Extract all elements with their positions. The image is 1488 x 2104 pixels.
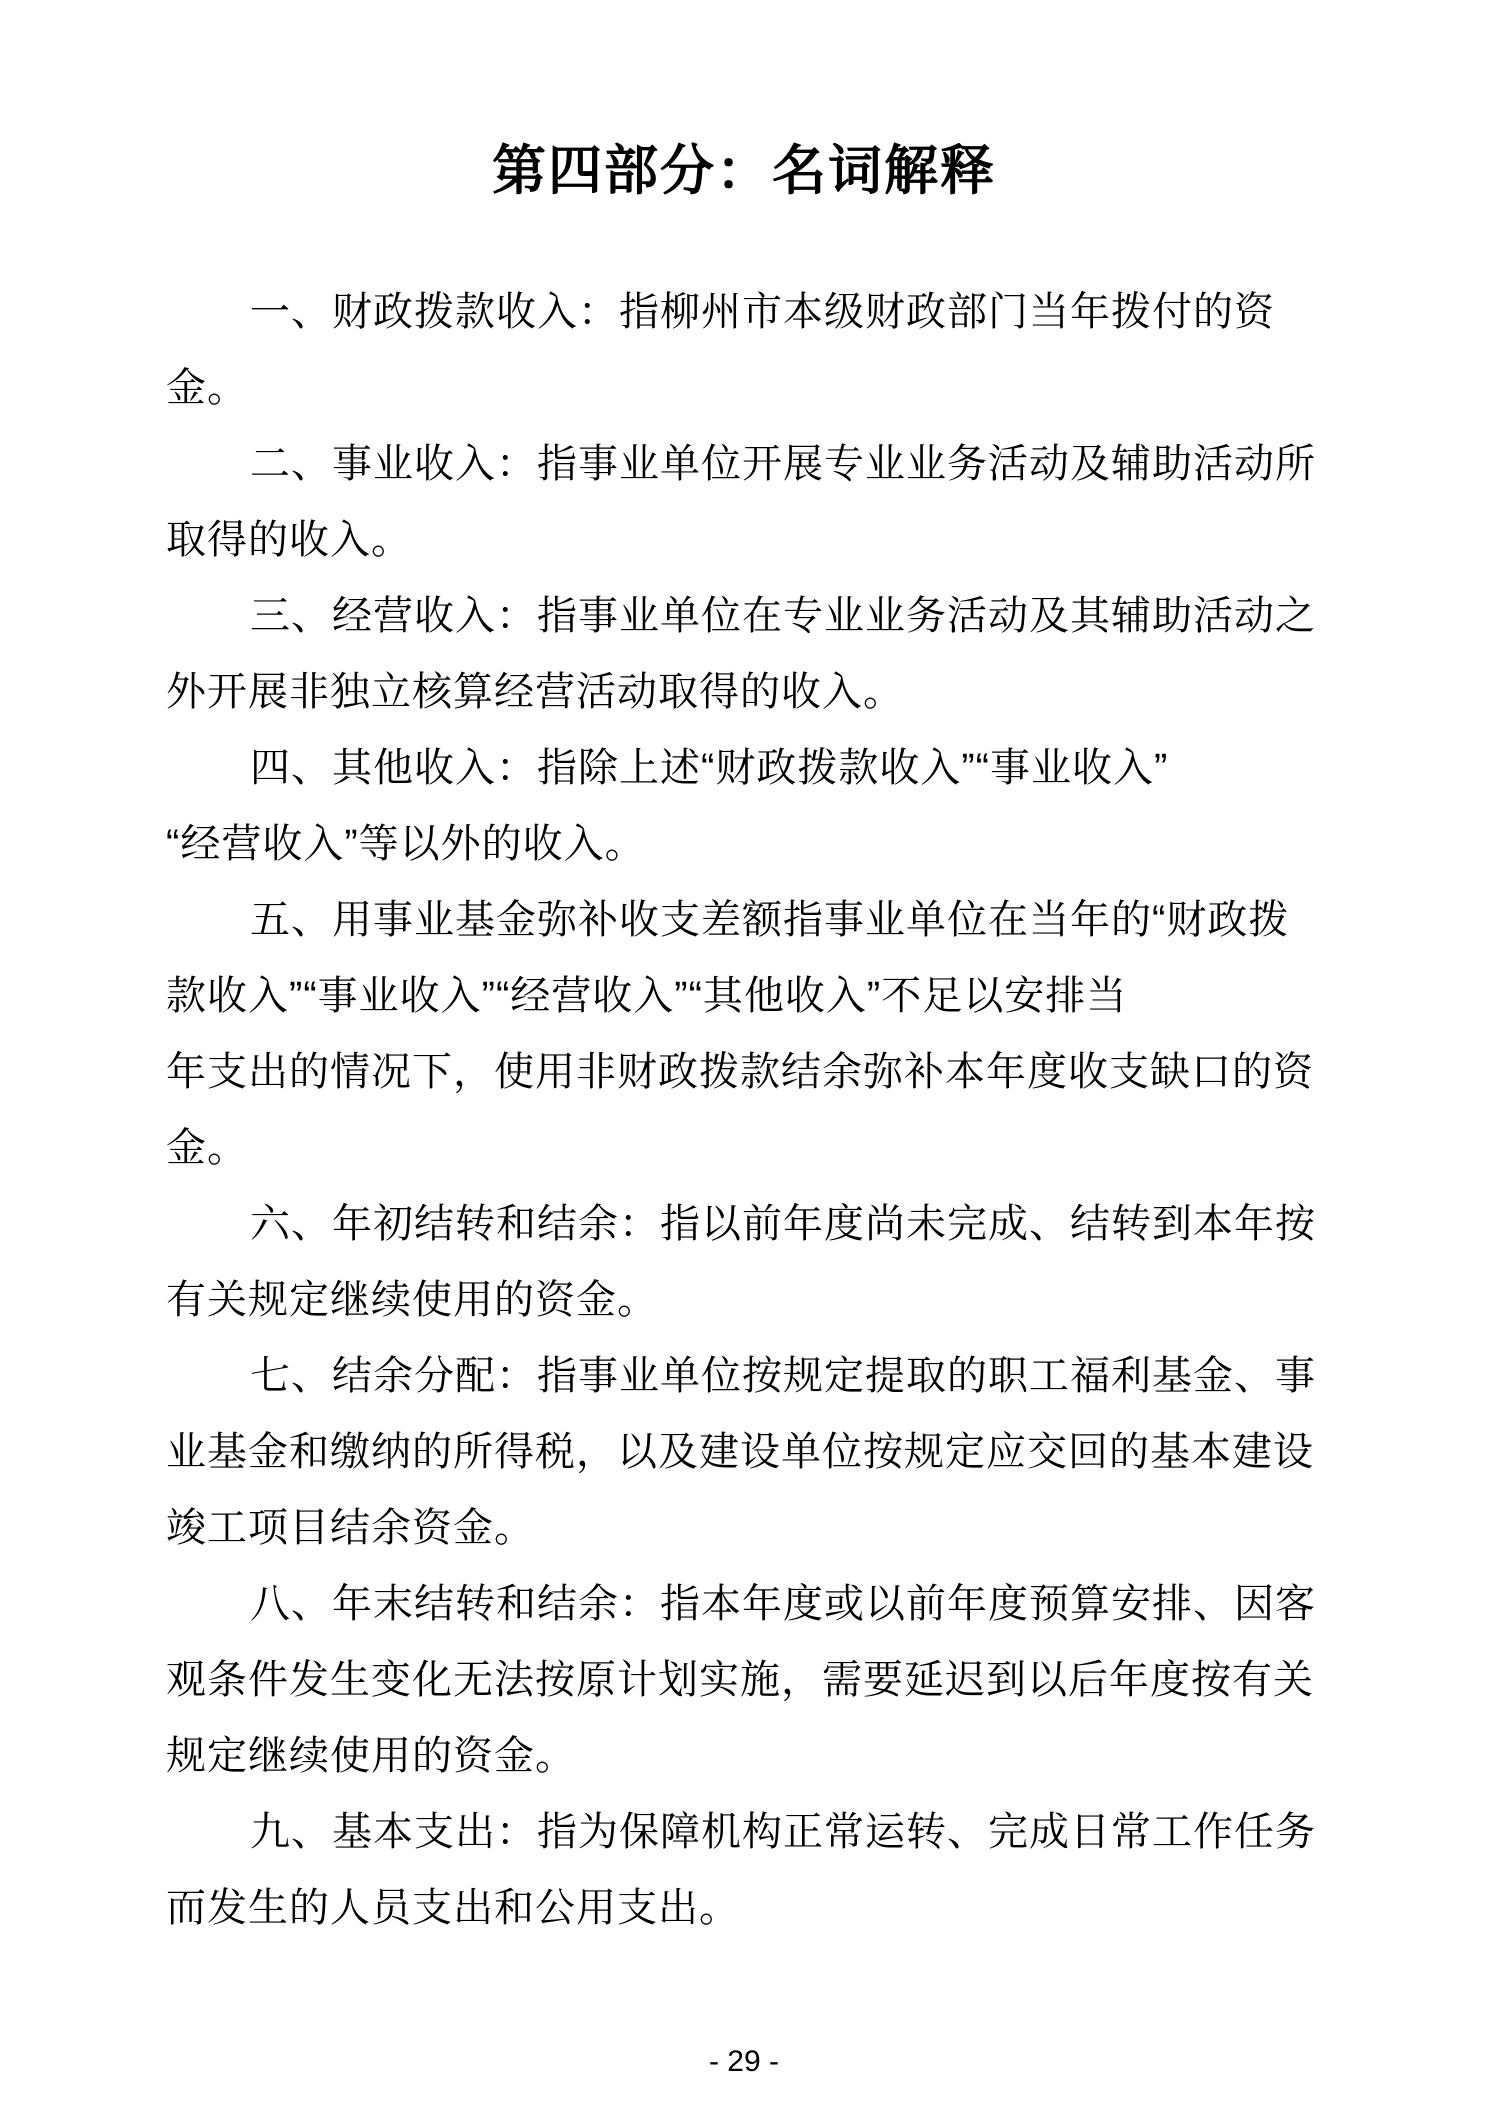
paragraph-line: 观条件发生变化无法按原计划实施，需要延迟到以后年度按有关 (166, 1658, 1314, 1702)
paragraph-line: 外开展非独立核算经营活动取得的收入。 (166, 670, 904, 714)
paragraph (166, 730, 1322, 882)
paragraph-line: 一、财政拨款收入：指柳州市本级财政部门当年拨付的资 (250, 290, 1275, 334)
paragraph-line: 竣工项目结余资金。 (166, 1506, 535, 1550)
paragraph-line: 二、事业收入：指事业单位开展专业业务活动及辅助活动所 (250, 442, 1316, 486)
paragraph-line: 金。 (166, 1126, 248, 1170)
paragraph-line: 六、年初结转和结余：指以前年度尚未完成、结转到本年按 (250, 1202, 1316, 1246)
paragraph (166, 1338, 1322, 1566)
paragraph-line: 七、结余分配：指事业单位按规定提取的职工福利基金、事 (250, 1354, 1316, 1398)
paragraph (166, 426, 1322, 578)
document-body (166, 274, 1322, 1946)
paragraph-line: 八、年末结转和结余：指本年度或以前年度预算安排、因客 (250, 1582, 1316, 1626)
paragraph-line: 规定继续使用的资金。 (166, 1734, 576, 1778)
paragraph-line: “经营收入”等以外的收入。 (166, 822, 646, 866)
paragraph (166, 1794, 1322, 1946)
paragraph-line: 年支出的情况下，使用非财政拨款结余弥补本年度收支缺口的资 (166, 1050, 1314, 1094)
paragraph (166, 1566, 1322, 1794)
paragraph-line: 金。 (166, 366, 248, 410)
paragraph (166, 578, 1322, 730)
paragraph (166, 274, 1322, 426)
paragraph-line: 有关规定继续使用的资金。 (166, 1278, 658, 1322)
paragraph-line: 取得的收入。 (166, 518, 412, 562)
paragraph-line: 九、基本支出：指为保障机构正常运转、完成日常工作任务 (250, 1810, 1316, 1854)
paragraph-line: 四、其他收入：指除上述“财政拨款收入”“事业收入” (250, 746, 1169, 790)
paragraph-line: 业基金和缴纳的所得税，以及建设单位按规定应交回的基本建设 (166, 1430, 1314, 1474)
page-title: 第四部分：名词解释 (492, 141, 996, 201)
paragraph-line: 而发生的人员支出和公用支出。 (166, 1886, 740, 1930)
paragraph-line: 款收入”“事业收入”“经营收入”“其他收入”不足以安排当 (166, 974, 1128, 1018)
paragraph (166, 882, 1322, 1186)
paragraph-line: 五、用事业基金弥补收支差额指事业单位在当年的“财政拨 (250, 898, 1290, 942)
paragraph-line: 三、经营收入：指事业单位在专业业务活动及其辅助活动之 (250, 594, 1316, 638)
page-number: - 29 - (708, 2045, 780, 2078)
paragraph (166, 1186, 1322, 1338)
